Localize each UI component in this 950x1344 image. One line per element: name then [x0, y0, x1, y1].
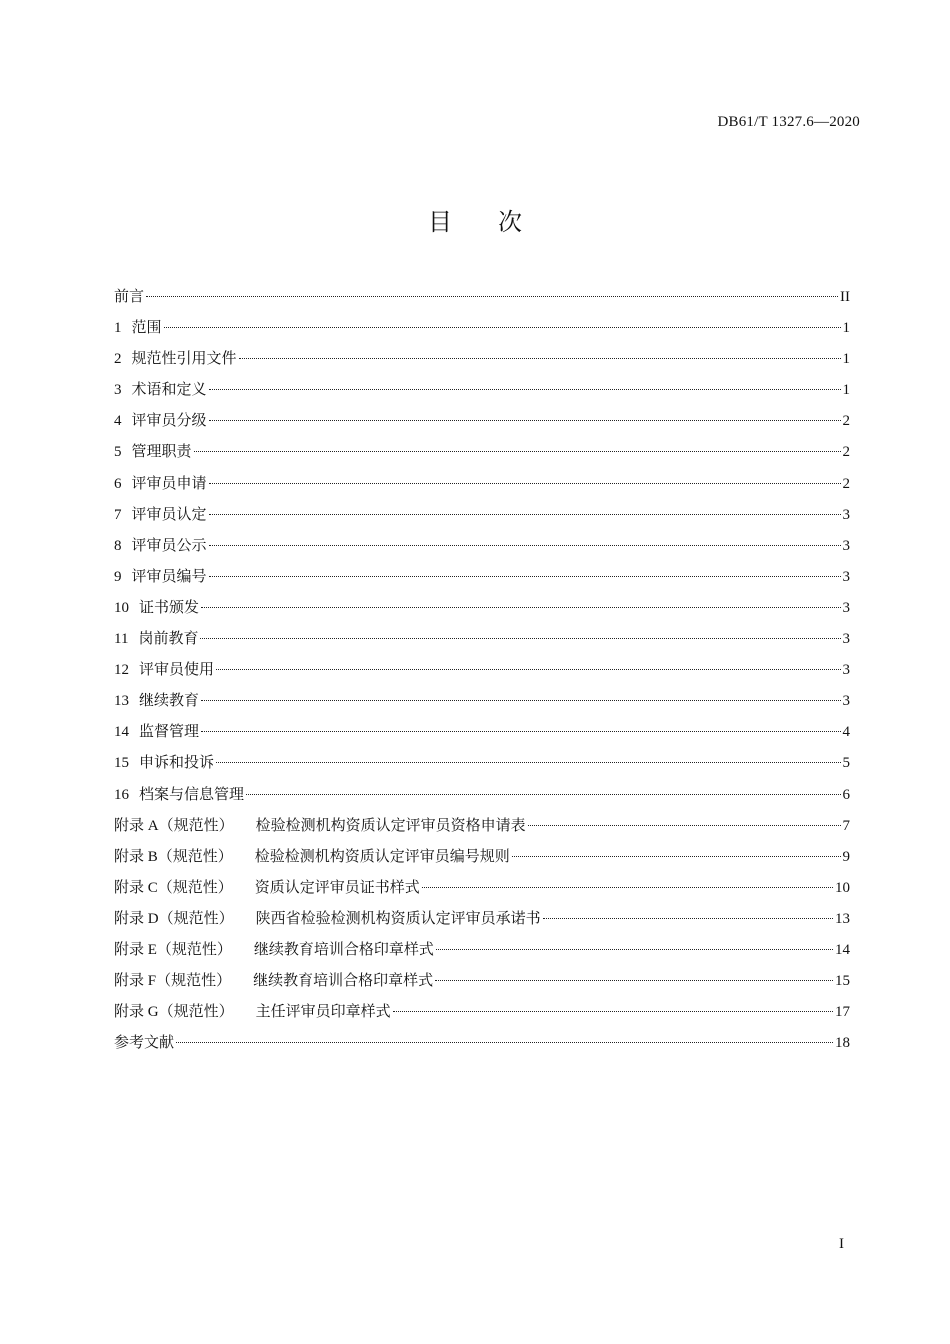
toc-entry-number: 附录 F（规范性）: [114, 973, 232, 990]
toc-entry-14[interactable]: [114, 717, 850, 748]
toc-entry-number: 3: [114, 382, 122, 399]
page-number: I: [839, 1236, 844, 1252]
toc-entry-label: 岗前教育: [138, 631, 199, 648]
dot-leader: [216, 669, 840, 670]
table-of-contents: [114, 282, 850, 1059]
toc-entry-label: 检验检测机构资质认定评审员编号规则: [254, 848, 510, 865]
toc-entry-appendix-c[interactable]: [114, 873, 850, 904]
toc-entry-9[interactable]: [114, 562, 850, 593]
toc-entry-label: 档案与信息管理: [139, 786, 245, 803]
dot-leader: [435, 980, 833, 981]
toc-entry-8[interactable]: [114, 531, 850, 562]
toc-entry-number: 7: [114, 506, 122, 523]
toc-entry-label: 评审员分级: [131, 413, 207, 430]
toc-entry-appendix-b[interactable]: [114, 842, 850, 873]
toc-entry-10[interactable]: [114, 593, 850, 624]
toc-entry-12[interactable]: [114, 655, 850, 686]
toc-entry-number: 附录 E（规范性）: [114, 941, 232, 958]
toc-entry-label: 管理职责: [131, 444, 192, 461]
toc-entry-page: 3: [842, 506, 850, 523]
toc-entry-5[interactable]: [114, 437, 850, 468]
toc-entry-number: 5: [114, 444, 122, 461]
toc-entry-number: 附录 A（规范性）: [114, 817, 234, 834]
toc-entry-label: 资质认定评审员证书样式: [254, 879, 420, 896]
toc-entry-label: 申诉和投诉: [139, 755, 215, 772]
toc-entry-number: 4: [114, 413, 122, 430]
toc-entry-4[interactable]: [114, 406, 850, 437]
toc-entry-page: 3: [842, 693, 850, 710]
dot-leader: [543, 918, 833, 919]
toc-entry-appendix-f[interactable]: [114, 966, 850, 997]
toc-entry-label: 评审员申请: [131, 475, 207, 492]
toc-entry-label: 参考文献: [114, 1035, 175, 1052]
toc-entry-2[interactable]: [114, 344, 850, 375]
dot-leader: [209, 576, 841, 577]
toc-entry-16[interactable]: [114, 780, 850, 811]
toc-entry-number: 附录 C（规范性）: [114, 879, 233, 896]
toc-entry-page: 3: [842, 599, 850, 616]
toc-entry-label: 评审员编号: [131, 568, 207, 585]
toc-entry-label: 监督管理: [139, 724, 200, 741]
toc-entry-label: 前言: [114, 289, 145, 305]
dot-leader: [209, 483, 841, 484]
toc-entry-label: 检验检测机构资质认定评审员资格申请表: [255, 817, 526, 834]
toc-entry-label: 陕西省检验检测机构资质认定评审员承诺书: [255, 910, 541, 927]
dot-leader: [176, 1042, 833, 1043]
toc-entry-page: 10: [835, 879, 850, 896]
toc-entry-page: 14: [835, 941, 850, 958]
toc-entry-appendix-e[interactable]: [114, 935, 850, 966]
dot-leader: [164, 327, 841, 328]
dot-leader: [209, 514, 841, 515]
toc-entry-label: 评审员使用: [139, 662, 215, 679]
toc-entry-appendix-a[interactable]: [114, 811, 850, 842]
toc-entry-appendix-g[interactable]: [114, 997, 850, 1028]
toc-entry-number: 2: [114, 351, 122, 368]
toc-entry-page: 13: [835, 910, 850, 927]
dot-leader: [436, 949, 833, 950]
dot-leader: [146, 296, 838, 297]
toc-entry-number: 13: [114, 693, 129, 710]
toc-entry-label: 范围: [131, 320, 162, 337]
toc-entry-page: 1: [842, 351, 850, 368]
dot-leader: [528, 825, 841, 826]
dot-leader: [201, 607, 840, 608]
toc-entry-3[interactable]: [114, 375, 850, 406]
toc-entry-label: 术语和定义: [131, 382, 207, 399]
toc-entry-7[interactable]: [114, 500, 850, 531]
toc-entry-page: 2: [842, 413, 850, 430]
toc-entry-label: 继续教育培训合格印章样式: [253, 941, 434, 958]
toc-entry-page: II: [840, 289, 850, 305]
toc-entry-number: 16: [114, 786, 129, 803]
toc-entry-number: 6: [114, 475, 122, 492]
document-code: DB61/T 1327.6—2020: [717, 114, 860, 130]
dot-leader: [216, 762, 840, 763]
toc-entry-page: 18: [835, 1035, 850, 1052]
toc-entry-page: 17: [835, 1004, 850, 1021]
toc-entry-foreword[interactable]: [114, 282, 850, 313]
toc-entry-15[interactable]: [114, 748, 850, 779]
toc-entry-6[interactable]: [114, 469, 850, 500]
dot-leader: [512, 856, 841, 857]
toc-entry-number: 9: [114, 568, 122, 585]
toc-entry-page: 1: [842, 382, 850, 399]
toc-entry-page: 2: [842, 444, 850, 461]
toc-entry-label: 主任评审员印章样式: [255, 1004, 391, 1021]
toc-entry-label: 继续教育: [139, 693, 200, 710]
toc-entry-page: 3: [842, 662, 850, 679]
toc-entry-number: 12: [114, 662, 129, 679]
toc-entry-label: 规范性引用文件: [131, 351, 237, 368]
toc-entry-appendix-d[interactable]: [114, 904, 850, 935]
page-title: 目次: [428, 208, 568, 236]
toc-entry-page: 2: [842, 475, 850, 492]
dot-leader: [422, 887, 833, 888]
dot-leader: [239, 358, 841, 359]
dot-leader: [246, 794, 840, 795]
toc-entry-number: 附录 D（规范性）: [114, 910, 234, 927]
toc-entry-page: 3: [842, 537, 850, 554]
dot-leader: [201, 700, 840, 701]
toc-entry-label: 证书颁发: [139, 599, 200, 616]
toc-entry-page: 9: [842, 848, 850, 865]
toc-entry-number: 附录 G（规范性）: [114, 1004, 234, 1021]
toc-entry-number: 15: [114, 755, 129, 772]
dot-leader: [209, 389, 841, 390]
toc-entry-13[interactable]: [114, 686, 850, 717]
toc-entry-number: 附录 B（规范性）: [114, 848, 233, 865]
toc-entry-page: 15: [835, 973, 850, 990]
toc-entry-page: 6: [842, 786, 850, 803]
toc-entry-number: 10: [114, 599, 129, 616]
toc-entry-page: 3: [842, 631, 850, 648]
toc-entry-page: 5: [842, 755, 850, 772]
toc-entry-page: 3: [842, 568, 850, 585]
toc-entry-label: 评审员认定: [131, 506, 207, 523]
dot-leader: [200, 638, 840, 639]
toc-entry-number: 11: [114, 631, 129, 648]
dot-leader: [194, 451, 841, 452]
dot-leader: [209, 545, 841, 546]
toc-entry-references[interactable]: [114, 1028, 850, 1059]
toc-entry-label: 评审员公示: [131, 537, 207, 554]
toc-entry-number: 14: [114, 724, 129, 741]
toc-entry-number: 8: [114, 537, 122, 554]
toc-entry-1[interactable]: [114, 313, 850, 344]
toc-entry-number: 1: [114, 320, 122, 337]
dot-leader: [201, 731, 840, 732]
toc-entry-page: 1: [842, 320, 850, 337]
dot-leader: [393, 1011, 833, 1012]
dot-leader: [209, 420, 841, 421]
toc-entry-page: 4: [842, 724, 850, 741]
toc-entry-page: 7: [842, 817, 850, 834]
toc-entry-label: 继续教育培训合格印章样式: [253, 973, 434, 990]
toc-entry-11[interactable]: [114, 624, 850, 655]
